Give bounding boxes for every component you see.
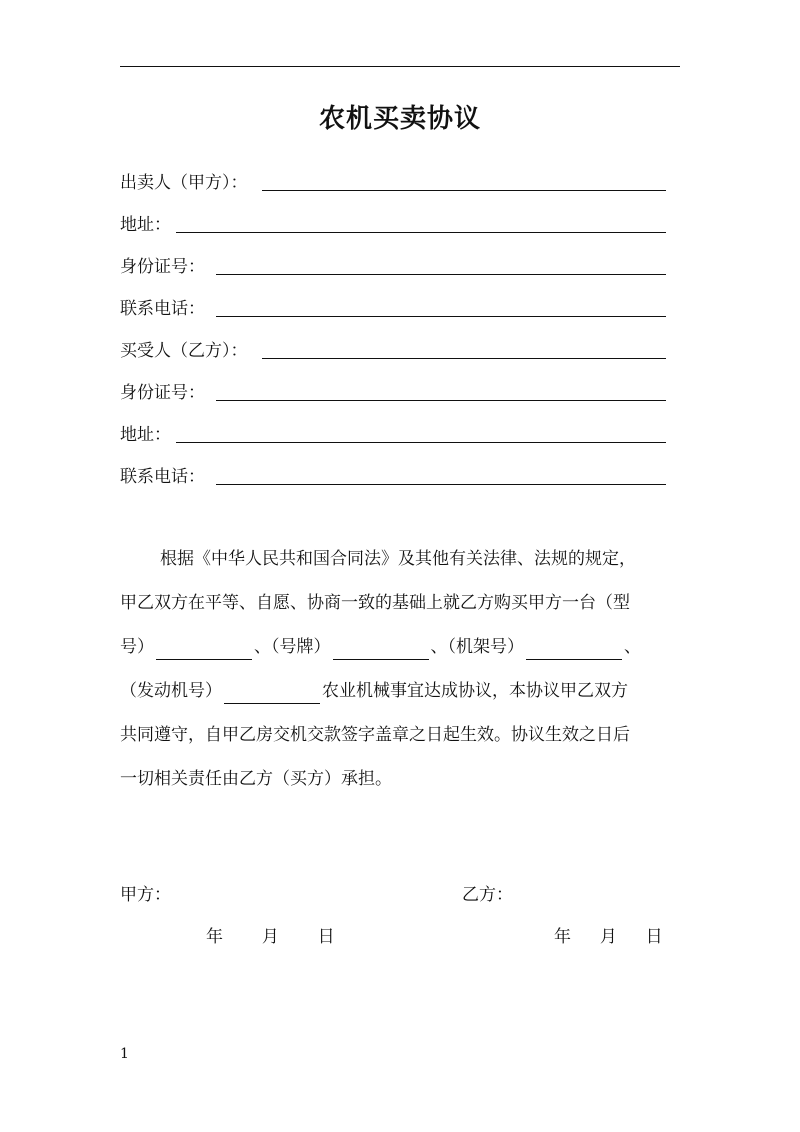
month-label: 月 — [261, 927, 279, 947]
year-label: 年 — [206, 927, 223, 947]
field-label: 出卖人（甲方）： — [120, 173, 248, 193]
field-label: 地址： — [120, 215, 171, 235]
body-line-3 — [120, 634, 686, 660]
body-line-2: 甲乙双方在平等、自愿、协商一致的基础上就乙方购买甲方一台（型 — [120, 593, 630, 613]
body-text: 、 — [624, 637, 641, 657]
seller-address-blank[interactable] — [176, 232, 666, 233]
plate-blank[interactable] — [333, 641, 429, 660]
page-number: 1 — [120, 1046, 129, 1062]
seller-name-field — [120, 170, 248, 196]
buyer-address-blank[interactable] — [176, 442, 666, 443]
seller-phone-field — [120, 296, 205, 322]
buyer-phone-blank[interactable] — [216, 484, 666, 485]
buyer-address-field — [120, 422, 171, 448]
body-text: 、（号牌） — [254, 637, 331, 657]
field-label: 买受人（乙方）： — [120, 341, 248, 361]
party-a-signature-label: 甲方： — [120, 885, 171, 905]
buyer-id-field — [120, 380, 205, 406]
field-label: 联系电话： — [120, 467, 205, 487]
field-label: 联系电话： — [120, 299, 205, 319]
seller-address-field — [120, 212, 171, 238]
body-line-5: 共同遵守，自甲乙房交机交款签字盖章之日起生效。协议生效之日后 — [120, 725, 630, 745]
party-b-date — [554, 924, 663, 950]
body-line-6: 一切相关责任由乙方（买方）承担。 — [120, 769, 392, 789]
model-blank[interactable] — [156, 641, 252, 660]
seller-id-field — [120, 254, 205, 280]
month-label: 月 — [599, 927, 617, 947]
body-line-4 — [120, 678, 686, 704]
field-label: 身份证号： — [120, 257, 205, 277]
body-text: （发动机号） — [120, 681, 222, 701]
buyer-phone-field — [120, 464, 205, 490]
body-line-1: 根据《中华人民共和国合同法》及其他有关法律、法规的规定， — [160, 549, 636, 569]
buyer-name-blank[interactable] — [262, 358, 666, 359]
day-label: 日 — [317, 927, 335, 947]
day-label: 日 — [645, 927, 663, 947]
field-label: 身份证号： — [120, 383, 205, 403]
frame-number-blank[interactable] — [526, 641, 622, 660]
buyer-name-field — [120, 338, 248, 364]
body-text: 、（机架号） — [430, 637, 524, 657]
party-b-signature-label: 乙方： — [462, 885, 513, 905]
header-rule — [120, 66, 680, 67]
seller-id-blank[interactable] — [216, 274, 666, 275]
body-text: 农业机械事宜达成协议，本协议甲乙双方 — [322, 681, 628, 701]
party-a-date — [206, 924, 335, 950]
body-text: 号） — [120, 637, 154, 657]
field-label: 地址： — [120, 425, 171, 445]
year-label: 年 — [554, 927, 571, 947]
seller-phone-blank[interactable] — [216, 316, 666, 317]
seller-name-blank[interactable] — [262, 190, 666, 191]
buyer-id-blank[interactable] — [216, 400, 666, 401]
document-title: 农机买卖协议 — [318, 104, 481, 134]
engine-number-blank[interactable] — [224, 685, 320, 704]
